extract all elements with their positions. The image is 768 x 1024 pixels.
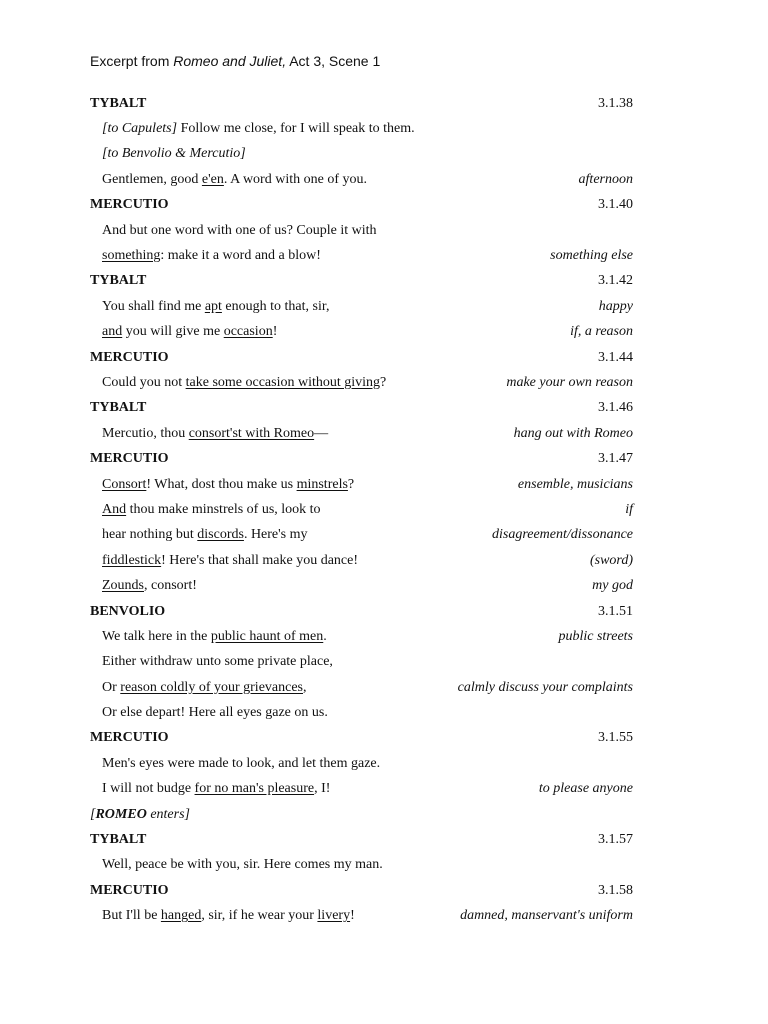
gloss-note: something else bbox=[550, 248, 633, 264]
dialogue-line bbox=[90, 908, 355, 924]
speaker-row bbox=[90, 396, 633, 421]
text-segment: you will give me bbox=[122, 324, 224, 340]
line-reference: 3.1.51 bbox=[598, 603, 633, 619]
dialogue-line bbox=[90, 781, 330, 797]
dialogue-line bbox=[90, 146, 246, 162]
glossed-phrase: And bbox=[102, 501, 127, 517]
dialogue-line bbox=[90, 553, 358, 569]
text-segment: [to Capulets] bbox=[102, 121, 178, 137]
speaker-row bbox=[90, 599, 633, 624]
text-segment: Gentlemen, good bbox=[102, 171, 202, 187]
speaker-row bbox=[90, 91, 633, 116]
dialogue-row bbox=[90, 142, 633, 167]
glossed-phrase: and bbox=[102, 324, 123, 340]
dialogue-line bbox=[90, 654, 333, 670]
glossed-phrase: livery bbox=[317, 908, 351, 924]
dialogue-line bbox=[90, 680, 307, 696]
text-segment: hear nothing but bbox=[102, 527, 198, 543]
dialogue-row bbox=[90, 777, 633, 802]
glossed-phrase: apt bbox=[204, 298, 222, 314]
gloss-note: afternoon bbox=[578, 171, 633, 187]
glossed-phrase: fiddlestick bbox=[102, 552, 162, 568]
gloss-note: hang out with Romeo bbox=[513, 425, 633, 441]
line-reference: 3.1.42 bbox=[598, 273, 633, 289]
dialogue-row bbox=[90, 167, 633, 192]
dialogue-row bbox=[90, 853, 633, 878]
speaker-row bbox=[90, 726, 633, 751]
text-segment: Could you not bbox=[102, 374, 186, 390]
speaker-name: TYBALT bbox=[90, 400, 147, 416]
dialogue-line bbox=[90, 223, 377, 239]
dialogue-line bbox=[90, 375, 386, 391]
text-segment: thou make minstrels of us, look to bbox=[126, 501, 321, 517]
dialogue-line bbox=[90, 629, 327, 645]
dialogue-line bbox=[90, 477, 354, 493]
text-segment: Well, peace be with you, sir. Here comes my man. bbox=[102, 857, 383, 873]
document-header bbox=[90, 53, 380, 69]
header-prefix: Excerpt from bbox=[90, 53, 174, 69]
play-title: Romeo and Juliet, bbox=[173, 53, 287, 69]
line-reference: 3.1.55 bbox=[598, 730, 633, 746]
speaker-row bbox=[90, 878, 633, 903]
dialogue-line bbox=[90, 756, 380, 772]
text-segment: , bbox=[303, 679, 307, 695]
dialogue-row bbox=[90, 472, 633, 497]
dialogue-line bbox=[90, 324, 277, 340]
speaker-row bbox=[90, 193, 633, 218]
text-segment: [to Benvolio & Mercutio] bbox=[102, 146, 246, 162]
text-segment: . bbox=[323, 628, 327, 644]
gloss-note: if, a reason bbox=[570, 324, 633, 340]
dialogue-row bbox=[90, 700, 633, 725]
glossed-phrase: e'en bbox=[201, 171, 224, 187]
glossed-phrase: hanged bbox=[160, 908, 202, 924]
text-segment: ? bbox=[347, 476, 355, 492]
header-suffix: Act 3, Scene 1 bbox=[286, 53, 381, 69]
speaker-row bbox=[90, 269, 633, 294]
text-segment: ROMEO bbox=[95, 806, 147, 822]
dialogue-row bbox=[90, 904, 633, 929]
dialogue-row bbox=[90, 370, 633, 395]
dialogue-row bbox=[90, 294, 633, 319]
text-segment: Either withdraw unto some private place, bbox=[102, 654, 333, 670]
speaker-name: TYBALT bbox=[90, 832, 147, 848]
line-reference: 3.1.40 bbox=[598, 197, 633, 213]
text-segment: , consort! bbox=[144, 578, 197, 594]
speaker-name: TYBALT bbox=[90, 95, 147, 111]
dialogue-row bbox=[90, 421, 633, 446]
script-text bbox=[90, 91, 633, 929]
glossed-phrase: public haunt of men bbox=[210, 628, 324, 644]
line-reference: 3.1.44 bbox=[598, 349, 633, 365]
line-reference: 3.1.58 bbox=[598, 882, 633, 898]
dialogue-line bbox=[90, 527, 308, 543]
text-segment: enters] bbox=[146, 806, 190, 822]
text-segment: ! bbox=[272, 324, 278, 340]
text-segment: . Here's my bbox=[243, 527, 308, 543]
dialogue-row bbox=[90, 320, 633, 345]
text-segment: We talk here in the bbox=[102, 628, 211, 644]
text-segment: Or bbox=[102, 679, 121, 695]
speaker-name: MERCUTIO bbox=[90, 451, 169, 467]
glossed-phrase: take some occasion without giving bbox=[185, 374, 381, 390]
text-segment: — bbox=[314, 425, 329, 441]
glossed-phrase: discords bbox=[197, 527, 244, 543]
stage-direction bbox=[90, 807, 190, 823]
text-segment: [ bbox=[90, 806, 96, 822]
gloss-note: if bbox=[625, 501, 633, 517]
glossed-phrase: consort'st with Romeo bbox=[188, 425, 315, 441]
text-segment: I will not budge bbox=[102, 781, 195, 797]
dialogue-row bbox=[90, 116, 633, 141]
dialogue-row bbox=[90, 650, 633, 675]
dialogue-line bbox=[90, 426, 328, 442]
text-segment: Follow me close, for I will speak to them. bbox=[177, 121, 415, 137]
speaker-name: BENVOLIO bbox=[90, 603, 166, 619]
gloss-note: my god bbox=[592, 578, 633, 594]
line-reference: 3.1.57 bbox=[598, 832, 633, 848]
glossed-phrase: minstrels bbox=[296, 476, 348, 492]
text-segment: Men's eyes were made to look, and let them gaze. bbox=[102, 755, 381, 771]
dialogue-line bbox=[90, 121, 415, 137]
dialogue-row bbox=[90, 497, 633, 522]
gloss-note: calmly discuss your complaints bbox=[457, 679, 633, 695]
dialogue-row bbox=[90, 624, 633, 649]
gloss-note: disagreement/dissonance bbox=[491, 527, 633, 543]
text-segment: Mercutio, thou bbox=[102, 425, 189, 441]
text-segment: But I'll be bbox=[102, 908, 161, 924]
dialogue-row bbox=[90, 573, 633, 598]
text-segment: , sir, if he wear your bbox=[201, 908, 318, 924]
text-segment: . A word with one of you. bbox=[223, 171, 367, 187]
dialogue-line bbox=[90, 578, 197, 594]
text-segment: ! What, dost thou make us bbox=[146, 476, 297, 492]
dialogue-row bbox=[90, 675, 633, 700]
dialogue-line bbox=[90, 172, 367, 188]
gloss-note: public streets bbox=[558, 628, 633, 644]
dialogue-line bbox=[90, 299, 329, 315]
text-segment: ! bbox=[350, 908, 355, 924]
text-segment: ? bbox=[380, 374, 387, 390]
speaker-name: MERCUTIO bbox=[90, 197, 169, 213]
text-segment: , I! bbox=[314, 781, 331, 797]
glossed-phrase: for no man's pleasure bbox=[194, 781, 315, 797]
dialogue-row bbox=[90, 523, 633, 548]
speaker-name: MERCUTIO bbox=[90, 882, 169, 898]
speaker-row bbox=[90, 827, 633, 852]
gloss-note: make your own reason bbox=[506, 374, 633, 390]
glossed-phrase: something bbox=[102, 248, 161, 264]
stage-direction-row bbox=[90, 802, 633, 827]
dialogue-row bbox=[90, 243, 633, 268]
text-segment: enough to that, sir, bbox=[221, 298, 330, 314]
line-reference: 3.1.46 bbox=[598, 400, 633, 416]
speaker-row bbox=[90, 446, 633, 471]
gloss-note: to please anyone bbox=[538, 781, 633, 797]
gloss-note: (sword) bbox=[589, 552, 633, 568]
text-segment: You shall find me bbox=[102, 298, 205, 314]
speaker-row bbox=[90, 345, 633, 370]
dialogue-line bbox=[90, 502, 321, 518]
dialogue-row bbox=[90, 548, 633, 573]
text-segment: And but one word with one of us? Couple it with bbox=[102, 222, 377, 238]
glossed-phrase: Zounds bbox=[102, 578, 144, 594]
text-segment: : make it a word and a blow! bbox=[160, 248, 321, 264]
glossed-phrase: occasion bbox=[223, 324, 273, 340]
text-segment: ! Here's that shall make you dance! bbox=[161, 552, 358, 568]
speaker-name: MERCUTIO bbox=[90, 730, 169, 746]
dialogue-line bbox=[90, 705, 328, 721]
glossed-phrase: Consort bbox=[102, 476, 147, 492]
gloss-note: happy bbox=[598, 298, 633, 314]
speaker-name: TYBALT bbox=[90, 273, 147, 289]
speaker-name: MERCUTIO bbox=[90, 349, 169, 365]
glossed-phrase: reason coldly of your grievances bbox=[120, 679, 303, 695]
line-reference: 3.1.47 bbox=[598, 451, 633, 467]
line-reference: 3.1.38 bbox=[598, 95, 633, 111]
gloss-note: damned, manservant's uniform bbox=[460, 908, 633, 924]
dialogue-line bbox=[90, 857, 383, 873]
dialogue-row bbox=[90, 751, 633, 776]
dialogue-line bbox=[90, 248, 321, 264]
text-segment: Or else depart! Here all eyes gaze on us. bbox=[102, 705, 328, 721]
dialogue-row bbox=[90, 218, 633, 243]
gloss-note: ensemble, musicians bbox=[517, 476, 633, 492]
